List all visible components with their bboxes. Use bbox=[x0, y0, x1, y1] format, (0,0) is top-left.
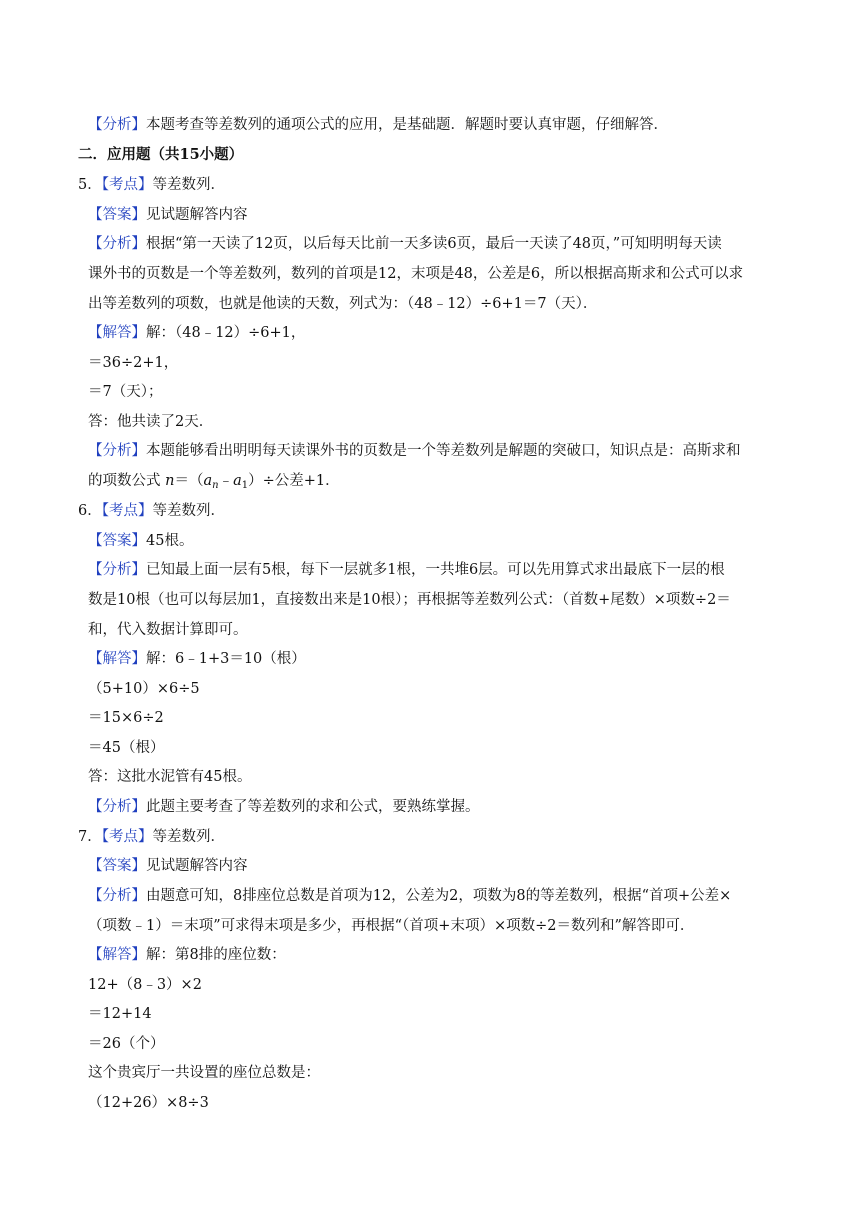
q5-formula-n: n bbox=[165, 473, 175, 489]
analysis-label: 分析 bbox=[102, 236, 132, 252]
q6-solution-line-3: ＝15×6÷2 bbox=[88, 710, 164, 726]
q6-answer-text: 45根。 bbox=[146, 533, 194, 549]
q7-answer: 【答案】见试题解答内容 bbox=[88, 858, 248, 874]
q5-formula-minus: ﹣ bbox=[218, 473, 234, 489]
q6-solution-line-2: （5+10）×6÷5 bbox=[88, 681, 200, 697]
q7-solution-line-4: ＝26（个） bbox=[88, 1036, 165, 1052]
q5-formula-eq: ＝（ bbox=[174, 473, 204, 489]
kaodian-label: 考点 bbox=[108, 177, 138, 193]
q5-summary-line-2 bbox=[0, 471, 860, 491]
q5-kaodian: 5．【考点】等差数列． bbox=[78, 177, 225, 193]
answer-label: 答案 bbox=[102, 858, 132, 874]
q5-formula-a1: a bbox=[233, 473, 242, 489]
q6-summary-text-1: 此题主要考查了等差数列的求和公式，要熟练掌握。 bbox=[146, 799, 480, 815]
q7-answer-text: 见试题解答内容 bbox=[146, 858, 248, 874]
q5-analysis-text-1: 根据“第一天读了12页，以后每天比前一天多读6页，最后一天读了48页，”可知明明每天读 bbox=[146, 236, 722, 252]
solution-label: 解答 bbox=[102, 651, 132, 667]
q6-summary-line-1: 【分析】此题主要考查了等差数列的求和公式，要熟练掌握。 bbox=[88, 799, 480, 815]
q7-analysis-text-1: 由题意可知，8排座位总数是首项为12，公差为2，项数为8的等差数列，根据“首项+公差× bbox=[146, 888, 732, 904]
q7-solution-line-6: （12+26）×8÷3 bbox=[88, 1095, 209, 1111]
prev-summary-text: 本题考查等差数列的通项公式的应用，是基础题．解题时要认真审题，仔细解答． bbox=[146, 117, 668, 133]
q6-analysis-line-1: 【分析】已知最上面一层有5根，每下一层就多1根，一共堆6层。可以先用算式求出最底下一层的根 bbox=[88, 562, 725, 578]
analysis-label: 分析 bbox=[102, 117, 132, 133]
analysis-label: 分析 bbox=[102, 888, 132, 904]
q7-solution-line-1: 【解答】解：第8排的座位数： bbox=[88, 947, 286, 963]
q5-kaodian-text: 等差数列． bbox=[152, 177, 225, 193]
q7-number: 7． bbox=[78, 829, 102, 845]
q6-number: 6． bbox=[78, 503, 102, 519]
analysis-label: 分析 bbox=[102, 443, 132, 459]
kaodian-label: 考点 bbox=[108, 829, 138, 845]
solution-label: 解答 bbox=[102, 325, 132, 341]
q7-solution-text-1: 解：第8排的座位数： bbox=[146, 947, 286, 963]
q5-solution-line-2: ＝36÷2+1， bbox=[88, 355, 179, 371]
q5-formula-a: a bbox=[203, 473, 213, 489]
q5-formula-sub-1: 1 bbox=[241, 480, 249, 491]
q5-solution-text-1: 解：（48﹣12）÷6+1， bbox=[146, 325, 306, 341]
q5-summary-text-1: 本题能够看出明明每天读课外书的页数是一个等差数列是解题的突破口，知识点是：高斯求和 bbox=[146, 443, 741, 459]
kaodian-label: 考点 bbox=[108, 503, 138, 519]
section-title: 二．应用题（共15小题） bbox=[78, 146, 244, 163]
q7-kaodian: 7．【考点】等差数列． bbox=[78, 829, 225, 845]
q5-solution-line-3: ＝7（天）； bbox=[88, 384, 163, 400]
answer-label: 答案 bbox=[102, 207, 132, 223]
prev-summary: 【分析】本题考查等差数列的通项公式的应用，是基础题．解题时要认真审题，仔细解答． bbox=[88, 117, 668, 133]
q5-formula-sub-n: n bbox=[212, 480, 219, 491]
q6-solution-line-4: ＝45（根） bbox=[88, 740, 165, 756]
q5-formula-suffix: ）÷公差+1． bbox=[248, 473, 340, 489]
q7-analysis-line-1: 【分析】由题意可知，8排座位总数是首项为12，公差为2，项数为8的等差数列，根据“首项+公差× bbox=[88, 888, 732, 904]
q7-solution-line-5: 这个贵宾厅一共设置的座位总数是： bbox=[88, 1065, 320, 1081]
q6-analysis-line-2: 数是10根（也可以每层加1，直接数出来是10根）；再根据等差数列公式：（首数+尾数）×项数÷2＝ bbox=[88, 592, 731, 608]
q5-summary-line-1: 【分析】本题能够看出明明每天读课外书的页数是一个等差数列是解题的突破口，知识点是：高斯求和 bbox=[88, 443, 741, 459]
q5-solution-line-4: 答：他共读了2天． bbox=[88, 414, 214, 430]
q5-number: 5． bbox=[78, 177, 102, 193]
q6-solution-text-1: 解：6﹣1+3＝10（根） bbox=[146, 651, 306, 667]
q5-analysis-line-1: 【分析】根据“第一天读了12页，以后每天比前一天多读6页，最后一天读了48页，”可知明明每天读 bbox=[88, 236, 722, 252]
solution-label: 解答 bbox=[102, 947, 132, 963]
q6-solution-line-1: 【解答】解：6﹣1+3＝10（根） bbox=[88, 651, 306, 667]
q5-analysis-line-3: 出等差数列的项数，也就是他读的天数，列式为：（48﹣12）÷6+1＝7（天）． bbox=[88, 296, 598, 312]
q6-analysis-text-1: 已知最上面一层有5根，每下一层就多1根，一共堆6层。可以先用算式求出最底下一层的根 bbox=[146, 562, 725, 578]
q6-kaodian-text: 等差数列． bbox=[152, 503, 225, 519]
analysis-label: 分析 bbox=[102, 799, 132, 815]
q5-answer: 【答案】见试题解答内容 bbox=[88, 207, 248, 223]
q6-analysis-line-3: 和，代入数据计算即可。 bbox=[88, 622, 248, 638]
q5-analysis-line-2: 课外书的页数是一个等差数列，数列的首项是12，末项是48，公差是6，所以根据高斯求和公式可以求 bbox=[88, 266, 744, 282]
q7-solution-line-3: ＝12+14 bbox=[88, 1006, 152, 1022]
q6-answer: 【答案】45根。 bbox=[88, 533, 194, 549]
answer-label: 答案 bbox=[102, 533, 132, 549]
q6-kaodian: 6．【考点】等差数列． bbox=[78, 503, 225, 519]
q5-answer-text: 见试题解答内容 bbox=[146, 207, 248, 223]
q7-kaodian-text: 等差数列． bbox=[152, 829, 225, 845]
analysis-label: 分析 bbox=[102, 562, 132, 578]
q5-solution-line-1: 【解答】解：（48﹣12）÷6+1， bbox=[88, 325, 306, 341]
q7-analysis-line-2: （项数﹣1）＝末项”可求得末项是多少，再根据“（首项+末项）×项数÷2＝数列和”解答即可． bbox=[88, 918, 695, 934]
q7-solution-line-2: 12+（8﹣3）×2 bbox=[88, 977, 202, 993]
q6-solution-line-5: 答：这批水泥管有45根。 bbox=[88, 769, 252, 785]
q5-summary-formula-prefix: 的项数公式 bbox=[88, 473, 166, 489]
